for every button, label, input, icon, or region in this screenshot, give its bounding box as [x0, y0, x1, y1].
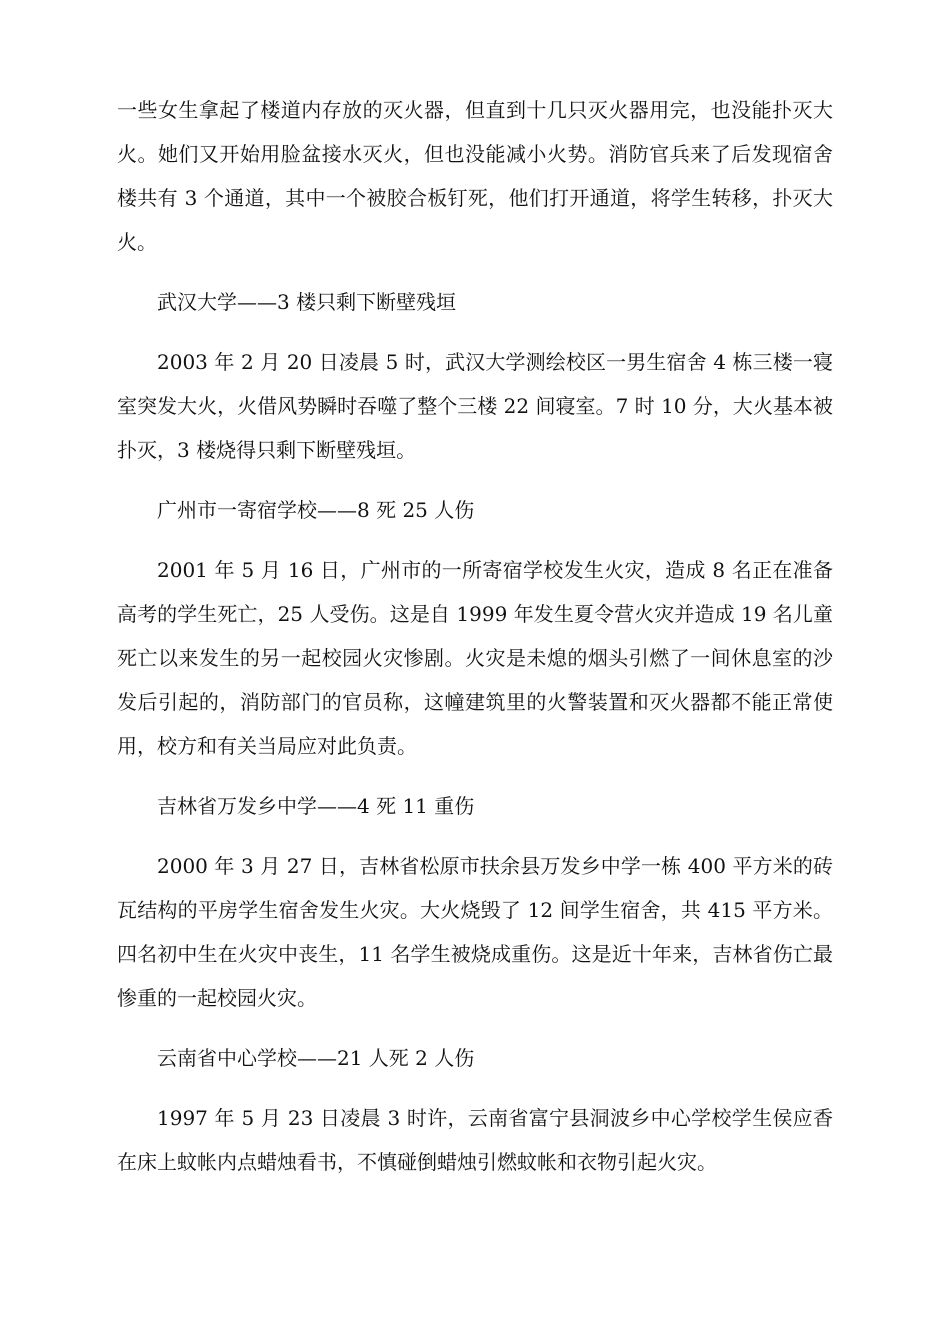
paragraph-5: 1997 年 5 月 23 日凌晨 3 时许，云南省富宁县洞波乡中心学校学生侯应香在床上蚊帐内点蜡烛看书，不慎碰倒蜡烛引燃蚊帐和衣物引起火灾。 — [117, 1106, 833, 1174]
section-heading-yunnan-school: 云南省中心学校——21 人死 2 人伤 — [157, 1046, 475, 1070]
paragraph-3: 2001 年 5 月 16 日，广州市的一所寄宿学校发生火灾，造成 8 名正在准备高考的学生死亡，25 人受伤。这是自 1999 年发生夏令营火灾并造成 19 名儿童死亡以来发生的另一起校园火灾惨剧。火灾是未熄的烟头引燃了一间休息室的沙发后引起的，消防部门的官员称，这幢建筑里的火警装置和灭火器都不能正常使用，校方和有关当局应对此负责。 — [117, 558, 833, 758]
section-heading-wuhan-university: 武汉大学——3 楼只剩下断壁残垣 — [157, 290, 457, 314]
paragraph-4: 2000 年 3 月 27 日，吉林省松原市扶余县万发乡中学一栋 400 平方米的砖瓦结构的平房学生宿舍发生火灾。大火烧毁了 12 间学生宿舍，共 415 平方米。四名初中生在火灾中丧生，11 名学生被烧成重伤。这是近十年来，吉林省伤亡最惨重的一起校园火灾。 — [117, 854, 833, 1010]
section-heading-guangzhou-school: 广州市一寄宿学校——8 死 25 人伤 — [157, 498, 475, 522]
document-body — [117, 88, 833, 1200]
paragraph-1: 一些女生拿起了楼道内存放的灭火器，但直到十几只灭火器用完，也没能扑灭大火。她们又开始用脸盆接水灭火，但也没能减小火势。消防官兵来了后发现宿舍楼共有 3 个通道，其中一个被胶合板钉死，他们打开通道，将学生转移，扑灭大火。 — [117, 98, 833, 254]
paragraph-2: 2003 年 2 月 20 日凌晨 5 时，武汉大学测绘校区一男生宿舍 4 栋三楼一寝室突发大火，火借风势瞬时吞噬了整个三楼 22 间寝室。7 时 10 分，大火基本被扑灭，3 楼烧得只剩下断壁残垣。 — [117, 350, 833, 462]
section-heading-jilin-school: 吉林省万发乡中学——4 死 11 重伤 — [157, 794, 475, 818]
